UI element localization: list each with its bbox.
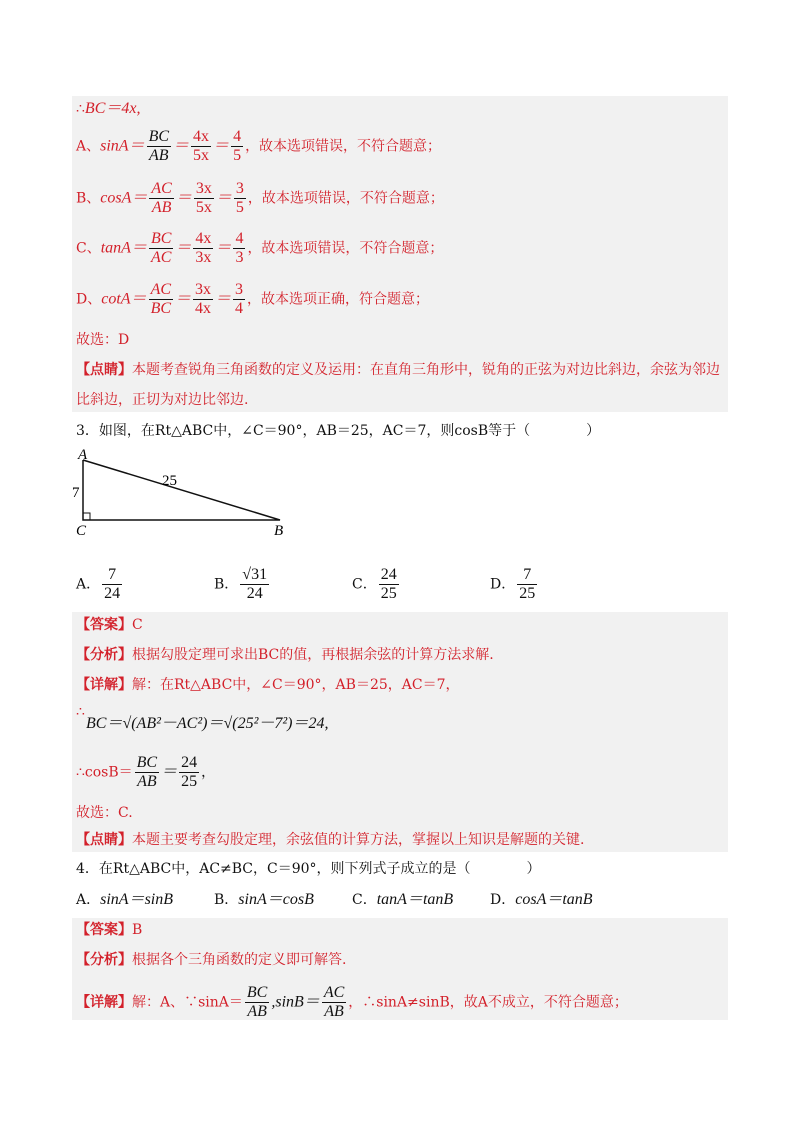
q3-therefore-symbol: ∴ bbox=[76, 704, 85, 720]
q3-option-c[interactable]: C． $\frac{24}{25}$ bbox=[352, 566, 397, 602]
vertex-c-label: C bbox=[76, 523, 87, 539]
q3-cos-equation: ∴cosB＝ $\frac{BC}{AB}$ ＝ $\frac{24}{25}$ ， bbox=[76, 754, 216, 790]
question-3-stem: 3．如图，在Rt△ABC中，∠C＝90°，AB＝25，AC＝7，则cosB等于（ ） bbox=[76, 423, 601, 439]
option-b-line: B、cosA＝ $\frac{AC}{AB}$ ＝ $\frac{3x}{5x}$ ＝ $\frac{3}{5}$ ，故本选项错误，不符合题意； bbox=[76, 180, 444, 216]
answer-choice-d: 故选：D bbox=[76, 332, 130, 348]
q3-detail: 【详解】解：在Rt△ABC中，∠C＝90°，AB＝25，AC＝7， bbox=[76, 677, 460, 693]
q4-option-b[interactable]: B．sinA＝cosB bbox=[214, 891, 314, 908]
q3-answer: 【答案】C bbox=[76, 617, 143, 633]
question-4-stem: 4．在Rt△ABC中，AC≠BC，C＝90°，则下列式子成立的是（ ） bbox=[76, 861, 541, 877]
q3-option-d[interactable]: D． $\frac{7}{25}$ bbox=[490, 566, 536, 602]
vertex-a-label: A bbox=[78, 447, 88, 463]
q4-option-c[interactable]: C．tanA＝tanB bbox=[352, 891, 454, 908]
q4-analysis: 【分析】根据各个三角函数的定义即可解答. bbox=[76, 952, 347, 968]
option-c-line: C、tanA＝ $\frac{BC}{AC}$ ＝ $\frac{4x}{3x}$ ＝ $\frac{4}{3}$ ，故本选项错误，不符合题意； bbox=[76, 230, 444, 266]
side-ac-label: 7 bbox=[72, 485, 80, 501]
q3-comment: 【点睛】本题主要考查勾股定理，余弦值的计算方法，掌握以上知识是解题的关键. bbox=[76, 832, 585, 848]
q3-option-a[interactable]: A． $\frac{7}{24}$ bbox=[76, 566, 121, 602]
option-d-line: D、cotA＝ $\frac{AC}{BC}$ ＝ $\frac{3x}{4x}$ ＝ $\frac{3}{4}$ ，故本选项正确，符合题意； bbox=[76, 281, 430, 317]
therefore-bc: ∴BC＝4x, bbox=[76, 100, 141, 117]
comment-line-2: 比斜边，正切为对边比邻边. bbox=[76, 392, 249, 408]
q4-detail: 【详解】解：A、∵sinA＝ $\frac{BC}{AB}$ ,sinB＝ $\frac{AC}{AB}$ ，∴sinA≠sinB，故A不成立，不符合题意； bbox=[76, 984, 628, 1020]
option-a-line: A、sinA＝ $\frac{BC}{AB}$ ＝ $\frac{4x}{5x}$ ＝ $\frac{4}{5}$ ，故本选项错误，不符合题意； bbox=[76, 128, 442, 164]
q3-analysis: 【分析】根据勾股定理可求出BC的值，再根据余弦的计算方法求解. bbox=[76, 647, 494, 663]
side-ab-label: 25 bbox=[162, 473, 177, 489]
vertex-b-label: B bbox=[274, 523, 284, 539]
q4-option-d[interactable]: D．cosA＝tanB bbox=[490, 891, 593, 908]
q4-option-a[interactable]: A．sinA＝sinB bbox=[76, 891, 174, 908]
q3-bc-equation: BC＝√(AB²－AC²)＝√(25²－7²)＝24, bbox=[86, 715, 329, 732]
q3-option-b[interactable]: B． $\frac{√31}{24}$ bbox=[214, 566, 268, 602]
q3-choose: 故选：C. bbox=[76, 805, 133, 821]
q4-answer: 【答案】B bbox=[76, 922, 143, 938]
comment-line-1: 【点睛】本题考查锐角三角函数的定义及运用：在直角三角形中，锐角的正弦为对边比斜边，余弦为邻边 bbox=[76, 362, 720, 378]
triangle-figure bbox=[70, 445, 300, 545]
